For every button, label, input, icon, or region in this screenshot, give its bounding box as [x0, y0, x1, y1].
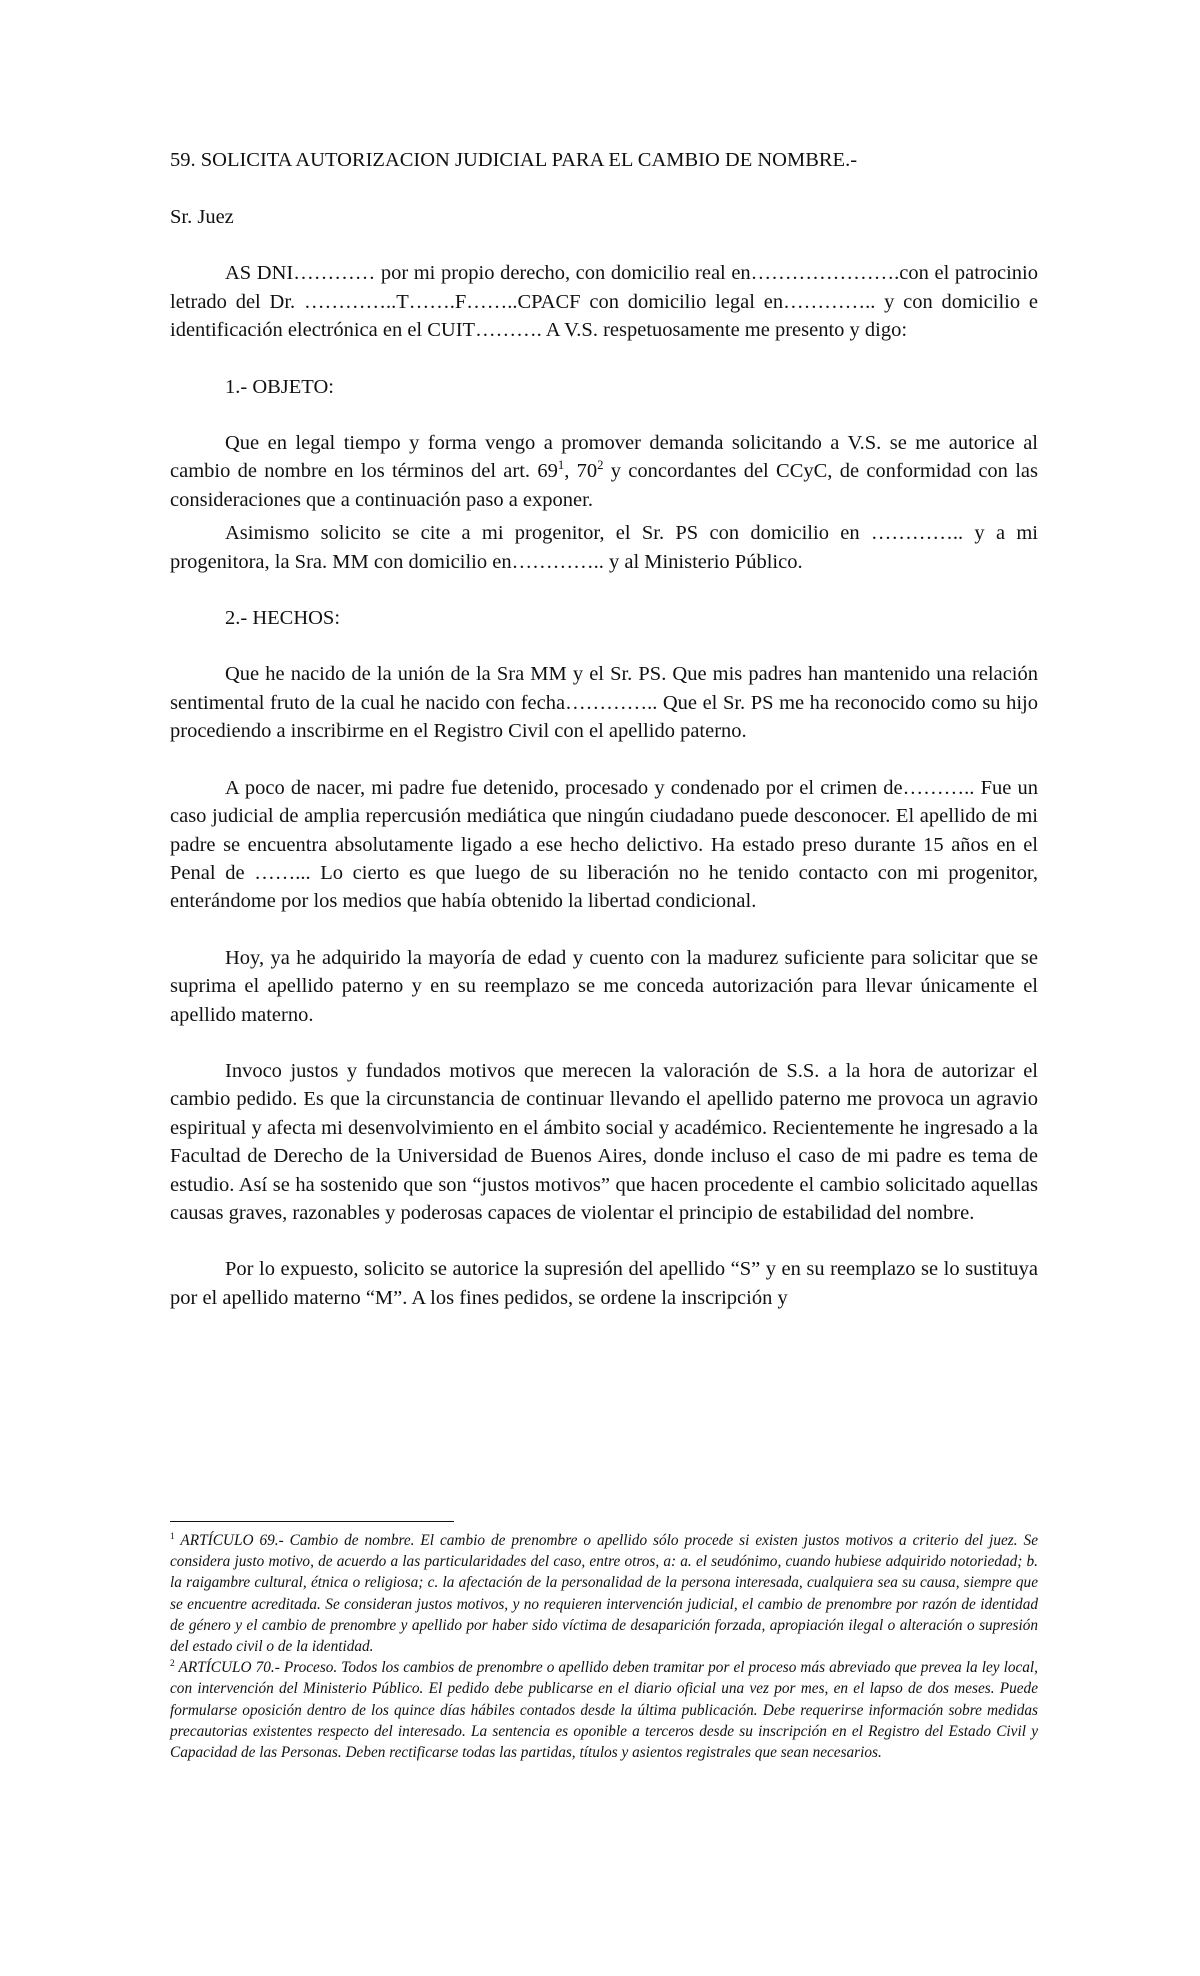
footnote-marker-1: 1: [170, 1531, 175, 1542]
footnotes: [170, 1530, 1038, 1763]
objeto-paragraph-1: [170, 429, 1038, 514]
footnote-text-2: ARTÍCULO 70.- Proceso. Todos los cambios de prenombre o apellido deben tramitar por el proceso más abreviado que prevea la ley local, con intervención del Ministerio Público. El pedido debe publicarse en el diario oficial una vez por mes, en el lapso de dos meses. Puede formularse oposición dentro de los quince días hábiles contados desde la última publicación. Debe requerirse información sobre medidas precautorias existentes respecto del interesado. La sentencia es oponible a terceros desde su inscripción en el Registro del Estado Civil y Capacidad de las Personas. Deben rectificarse todas las partidas, títulos y asientos registrales que sean necesarios.: [170, 1659, 1038, 1762]
footnote-marker-2: 2: [170, 1659, 175, 1670]
objeto-text-c: y concordantes del CCyC, de conformidad con las consideraciones que a continuación paso a exponer.: [170, 460, 1038, 511]
document-title: 59. SOLICITA AUTORIZACION JUDICIAL PARA EL CAMBIO DE NOMBRE.-: [170, 149, 858, 171]
section-heading-objeto: 1.- OBJETO:: [225, 375, 334, 398]
footnote-text-1: ARTÍCULO 69.- Cambio de nombre. El cambio de prenombre o apellido sólo procede si existen justos motivos a criterio del juez. Se considera justo motivo, de acuerdo a las particularidades del caso, entre otros, a: a. el seudónimo, cuando hubiese adquirido notoriedad; b. la raigambre cultural, étnica o religiosa; c. la afectación de la personalidad de la persona interesada, cualquiera sea su causa, siempre que se encuentre acreditada. Se consideran justos motivos, y no requieren intervención judicial, el cambio de prenombre por razón de identidad de género y el cambio de prenombre y apellido por haber sido víctima de desaparición forzada, apropiación ilegal o alteración o supresión del estado civil o de la identidad.: [170, 1532, 1038, 1656]
footnote-divider: [170, 1521, 454, 1522]
footnote-1: [170, 1530, 1038, 1657]
document-body: [170, 203, 1038, 1312]
footnote-ref-2[interactable]: 2: [597, 458, 604, 473]
footnote-ref-1[interactable]: 1: [557, 458, 565, 473]
hechos-paragraph-2: A poco de nacer, mi padre fue detenido, procesado y condenado por el crimen de……….. Fue un caso judicial de amplia repercusión mediática que ningún ciudadano puede desconocer. El apellido de mi padre se encuentra absolutamente ligado a ese hecho delictivo. Ha estado preso durante 15 años en el Penal de ……... Lo cierto es que luego de su liberación no he tenido contacto con mi progenitor, enterándome por los medios que había obtenido la libertad condicional.: [170, 776, 1038, 913]
objeto-paragraph-2: Asimismo solicito se cite a mi progenitor, el Sr. PS con domicilio en ………….. y a mi progenitora, la Sra. MM con domicilio en………….. y al Ministerio Público.: [170, 522, 1038, 573]
salutation: Sr. Juez: [170, 206, 234, 228]
hechos-paragraph-5: Por lo expuesto, solicito se autorice la supresión del apellido “S” y en su reemplazo se lo sustituya por el apellido materno “M”. A los fines pedidos, se ordene la inscripción y: [170, 1258, 1038, 1309]
footnote-2: [170, 1657, 1038, 1763]
objeto-text-b: , 70: [564, 460, 598, 483]
hechos-paragraph-3: Hoy, ya he adquirido la mayoría de edad y cuento con la madurez suficiente para solicitar que se suprima el apellido paterno y en su reemplazo se me conceda autorización para llevar únicamente el apellido materno.: [170, 946, 1038, 1026]
intro-paragraph: AS DNI………… por mi propio derecho, con domicilio real en………………….con el patrocinio letrado del Dr. …………..T…….F……..CPACF con domicilio legal en………….. y con domicilio e identificación electrónica en el CUIT………. A V.S. respetuosamente me presento y digo:: [170, 262, 1038, 342]
hechos-paragraph-1: Que he nacido de la unión de la Sra MM y el Sr. PS. Que mis padres han mantenido una relación sentimental fruto de la cual he nacido con fecha………….. Que el Sr. PS me ha reconocido como su hijo procediendo a inscribirme en el Registro Civil con el apellido paterno.: [170, 663, 1038, 743]
objeto-text-a: Que en legal tiempo y forma vengo a promover demanda solicitando a V.S. se me autorice al cambio de nombre en los términos del art. 69: [170, 432, 1038, 483]
hechos-paragraph-4: Invoco justos y fundados motivos que merecen la valoración de S.S. a la hora de autorizar el cambio pedido. Es que la circunstancia de continuar llevando el apellido paterno me provoca un agravio espiritual y afecta mi desenvolvimiento en el ámbito social y académico. Recientemente he ingresado a la Facultad de Derecho de la Universidad de Buenos Aires, donde incluso el caso de mi padre es tema de estudio. Así se ha sostenido que son “justos motivos” que hacen procedente el cambio solicitado aquellas causas graves, razonables y poderosas capaces de violentar el principio de estabilidad del nombre.: [170, 1059, 1038, 1224]
section-heading-hechos: 2.- HECHOS:: [225, 607, 341, 630]
